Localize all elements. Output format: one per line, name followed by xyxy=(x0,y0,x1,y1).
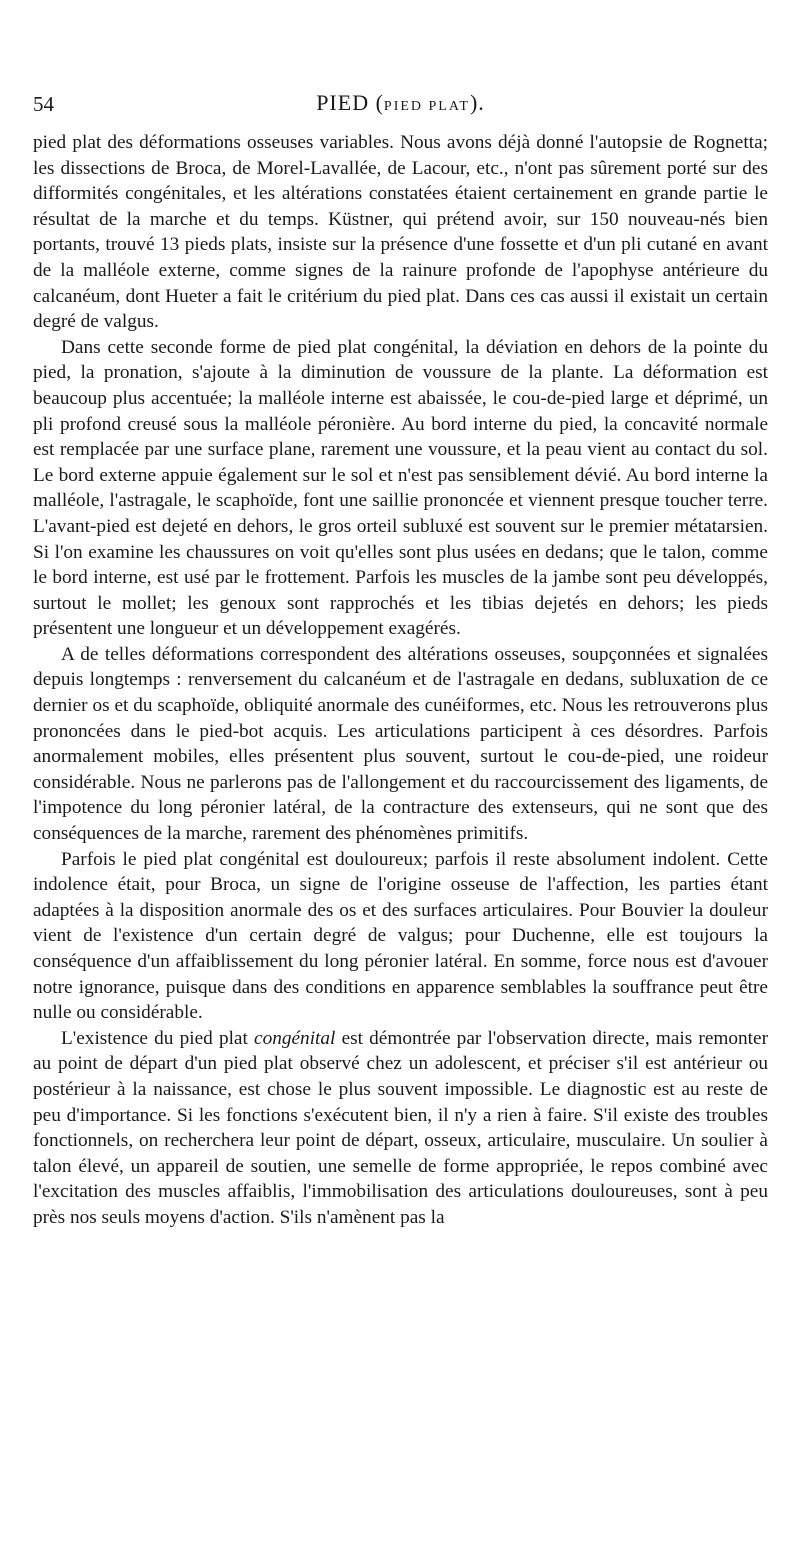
italic-term-congenital: congénital xyxy=(254,1027,336,1049)
paragraph-2: Dans cette seconde forme de pied plat congénital, la déviation en dehors de la pointe du pied, la pronation, s'ajoute à la diminution de voussure de la plante. La déformation est beaucoup plus accentuée; la malléole interne est abaissée, le cou-de-pied large et déprimé, un pli profond creusé sous la malléole péronière. Au bord interne du pied, la concavité normale est remplacée par une surface plane, rarement une voussure, et la peau vient au contact du sol. Le bord externe appuie également sur le sol et n'est pas sensiblement dévié. Au bord interne la malléole, l'astragale, le scaphoïde, font une saillie prononcée et viennent presque toucher terre. L'avant-pied est dejeté en dehors, le gros orteil subluxé est souvent sur le premier métatarsien. Si l'on examine les chaussures on voit qu'elles sont plus usées en dedans; que le talon, comme le bord interne, est usé par le frottement. Parfois les muscles de la jambe sont peu développés, surtout le mollet; les genoux sont rapprochés et les tibias dejetés en dehors; les pieds présentent une longueur et un développement exagérés. xyxy=(33,336,768,640)
running-head-open-paren: ( xyxy=(375,90,384,115)
body-text xyxy=(33,130,768,1231)
page-header xyxy=(33,86,768,122)
paragraph-4: Parfois le pied plat congénital est douloureux; parfois il reste absolument indolent. Cette indolence était, pour Broca, un signe de l'origine osseuse de l'affection, les parties étant adaptées à la disposition anormale des os et des surfaces articulaires. Pour Bouvier la douleur vient de l'existence d'un certain degré de valgus; pour Duchenne, elle est toujours la conséquence d'un affaiblissement du long péronier latéral. En somme, force nous est d'avouer notre ignorance, puisque dans des conditions en apparence semblables la souffrance peut être nulle ou considérable. xyxy=(33,848,768,1024)
running-head-subtitle: PIED PLAT xyxy=(383,99,470,114)
paragraph-5 xyxy=(33,1026,768,1231)
paragraph-5-rest: est démontrée par l'observation directe, mais remonter au point de départ d'un pied plat observé chez un adolescent, et préciser s'il est antérieur ou postérieur à la naissance, est chose le plus souvent impossible. Le diagnostic est au reste de peu d'importance. Si les fonctions s'exécutent bien, il n'y a rien à faire. S'il existe des troubles fonctionnels, on recherchera leur point de départ, osseux, articulaire, musculaire. Un soulier à talon élevé, un appareil de soutien, une semelle de forme appropriée, le repos combiné avec l'excitation des muscles affaiblis, l'immobilisation des articulations douloureuses, sont à peu près nos seuls moyens d'action. S'ils n'amènent pas la xyxy=(33,1027,769,1228)
running-head xyxy=(33,90,768,116)
running-head-close-paren: ). xyxy=(469,90,485,115)
paragraph-1: pied plat des déformations osseuses variables. Nous avons déjà donné l'autopsie de Rognetta; les dissections de Broca, de Morel-Lavallée, de Lacour, etc., n'ont pas sûrement porté sur des difformités congénitales, et les altérations constatées étaient certainement en grande partie le résultat de la marche et du temps. Küstner, qui prétend avoir, sur 150 nouveau-nés bien portants, trouvé 13 pieds plats, insiste sur la présence d'une fossette et d'un pli cutané en avant de la malléole externe, comme signes de la rainure profonde de l'apophyse antérieure du calcanéum, dont Hueter a fait le critérium du pied plat. Dans ces cas aussi il existait un certain degré de valgus. xyxy=(33,132,768,333)
running-head-title: PIED xyxy=(316,90,370,115)
page-number: 54 xyxy=(33,92,54,116)
paragraph-3: A de telles déformations correspondent des altérations osseuses, soupçonnées et signalées depuis longtemps : renversement du calcanéum et de l'astragale en dedans, subluxation de ce dernier os et du scaphoïde, obliquité anormale des cunéiformes, etc. Nous les retrouverons plus prononcées dans le pied-bot acquis. Les articulations participent à ces désordres. Parfois anormalement mobiles, elles présentent plus souvent, surtout le cou-de-pied, une roideur considérable. Nous ne parlerons pas de l'allongement et du raccourcissement des ligaments, de l'impotence du long péronier latéral, de la contracture des extenseurs, qui ne sont que des conséquences de la marche, rarement des phénomènes primitifs. xyxy=(33,643,768,845)
paragraph-5-start: L'existence du pied plat xyxy=(61,1027,255,1049)
